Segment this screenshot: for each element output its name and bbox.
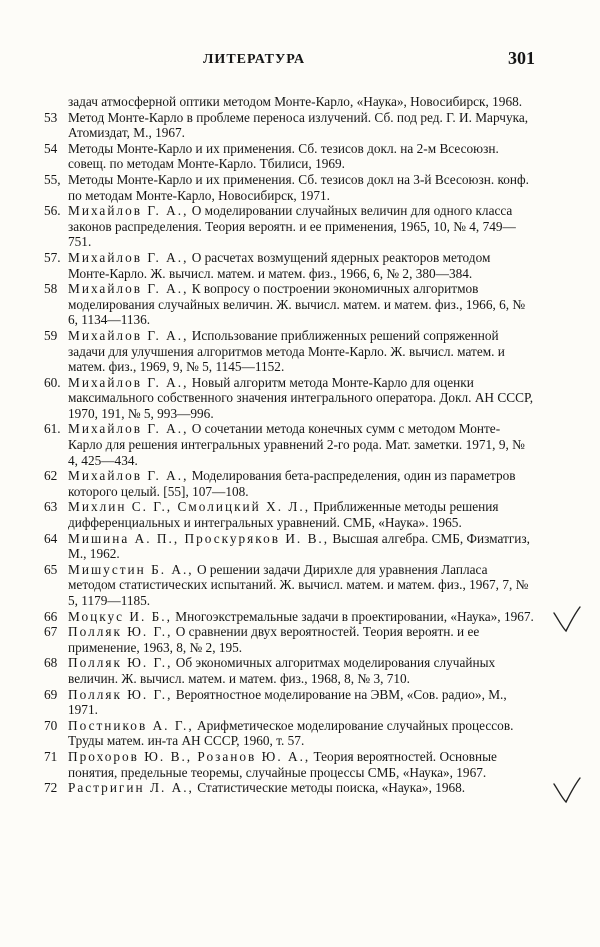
reference-text: Высшая алгебра. СМБ, Физматгиз, М., 1962. xyxy=(68,530,531,562)
reference-author: Полляк Ю. Г., xyxy=(68,686,173,702)
reference-text: Вероятностное моделирование на ЭВМ, «Сов. радио», М., 1971. xyxy=(68,686,507,718)
reference-number: 57. xyxy=(44,249,61,265)
reference-author: Михайлов Г. А., xyxy=(68,249,189,265)
reference-entry xyxy=(44,780,534,796)
reference-entry xyxy=(44,328,534,375)
reference-text: К вопросу о построении экономичных алгоритмов моделирования случайных величин. Ж. вычисл. матем. и матем. физ., 1966, 6, № 6, 1134—1136. xyxy=(68,281,526,328)
reference-text: Использование приближенных решений сопряженной задачи для улучшения алгоритмов метода Монте-Карло. Ж. вычисл. матем. и матем. физ., 1969, 9, № 5, 1145—1152. xyxy=(68,327,505,375)
reference-author: Михайлов Г. А., xyxy=(68,203,189,219)
reference-entry xyxy=(44,749,534,780)
reference-author: Михайлов Г. А., xyxy=(68,421,189,437)
reference-number: 54 xyxy=(44,140,58,156)
reference-text: Методы Монте-Карло и их применения. Сб. тезисов докл. на 2-м Всесоюзн. совещ. по методам Монте-Карло. Тбилиси, 1969. xyxy=(68,140,499,172)
reference-author: Мишина А. П., Проскуряков И. В., xyxy=(68,530,330,546)
reference-number: 72 xyxy=(44,780,58,796)
reference-text: О сравнении двух вероятностей. Теория вероятн. и ее применение, 1963, 8, № 2, 195. xyxy=(68,624,480,655)
reference-entry xyxy=(44,609,534,625)
reference-author: Постников А. Г., xyxy=(68,717,194,733)
handwritten-checkmark-icon xyxy=(550,605,584,635)
reference-text: Арифметическое моделирование случайных процессов. Труды матем. ин-та АН СССР, 1960, т. 57. xyxy=(68,717,514,749)
reference-author: Полляк Ю. Г., xyxy=(68,655,173,671)
reference-text: Методы Монте-Карло и их применения. Сб. тезисов докл на 3-й Всесоюзн. конф. по методам Монте-Карло, Новосибирск, 1971. xyxy=(68,171,529,203)
reference-author: Растригин Л. А., xyxy=(68,780,194,796)
reference-entry xyxy=(44,203,534,250)
reference-entry xyxy=(44,687,534,718)
page-header-title: ЛИТЕРАТУРА xyxy=(203,52,306,67)
reference-text: О моделировании случайных величин для одного класса законов распределения. Теория вероятн. и ее применения, 1965, 10, № 4, 749—751. xyxy=(68,203,516,250)
reference-entry xyxy=(44,281,534,328)
reference-number: 53 xyxy=(44,109,58,125)
reference-text: Метод Монте-Карло в проблеме переноса излучений. Сб. под ред. Г. И. Марчука, Атомиздат, М., 1967. xyxy=(68,109,529,141)
reference-entry xyxy=(44,172,534,203)
reference-entry xyxy=(44,624,534,655)
page-number: 301 xyxy=(508,48,535,68)
reference-number: 58 xyxy=(44,281,58,297)
reference-list xyxy=(44,94,534,796)
reference-entry xyxy=(44,110,534,141)
reference-text: Многоэкстремальные задачи в проектировании, «Наука», 1967. xyxy=(171,608,534,624)
reference-number: 59 xyxy=(44,327,58,343)
reference-author: Михайлов Г. А., xyxy=(68,281,189,297)
reference-number: 69 xyxy=(44,686,58,702)
reference-number: 71 xyxy=(44,748,58,764)
reference-entry xyxy=(44,468,534,499)
reference-entry xyxy=(44,562,534,609)
reference-number: 55, xyxy=(44,171,61,187)
reference-author: Михайлов Г. А., xyxy=(68,468,189,484)
reference-author: Михайлов Г. А., xyxy=(68,374,189,390)
reference-author: Мишустин Б. А., xyxy=(68,561,194,577)
reference-number: 67 xyxy=(44,624,58,640)
reference-text: Приближенные методы решения дифференциальных и интегральных уравнений. СМБ, «Наука». 1965. xyxy=(68,499,499,531)
reference-entry xyxy=(44,499,534,530)
reference-number: 65 xyxy=(44,561,58,577)
reference-text: Об экономичных алгоритмах моделирования случайных величин. Ж. вычисл. матем. и матем. физ., 1968, 8, № 3, 710. xyxy=(68,655,496,686)
reference-number: 68 xyxy=(44,655,58,671)
reference-entry xyxy=(44,531,534,562)
handwritten-checkmark-icon xyxy=(550,776,584,806)
reference-number: 70 xyxy=(44,717,58,733)
reference-entry xyxy=(44,250,534,281)
reference-text: задач атмосферной оптики методом Монте-Карло, «Наука», Новосибирск, 1968. xyxy=(68,94,523,109)
reference-continuation xyxy=(44,94,534,110)
reference-text: О решении задачи Дирихле для уравнения Лапласа методом статистических испытаний. Ж. вычисл. матем. и матем. физ., 1967, 7, № 5, 1179—1185. xyxy=(68,561,529,608)
reference-author: Прохоров Ю. В., Розанов Ю. А., xyxy=(68,748,311,764)
reference-text: О сочетании метода конечных сумм с методом Монте-Карло для решения интегральных уравнений 2-го рода. Мат. заметки. 1971, 9, № 4, 425—434. xyxy=(68,421,525,468)
reference-entry xyxy=(44,655,534,686)
reference-number: 62 xyxy=(44,468,58,484)
reference-number: 63 xyxy=(44,499,58,515)
reference-author: Моцкус И. Б., xyxy=(68,608,172,624)
reference-number: 56. xyxy=(44,203,61,219)
reference-entry xyxy=(44,718,534,749)
reference-text: О расчетах возмущений ядерных реакторов методом Монте-Карло. Ж. вычисл. матем. и матем. физ., 1966, 6, № 2, 380—384. xyxy=(68,249,491,281)
reference-number: 66 xyxy=(44,608,58,624)
reference-author: Михлин С. Г., Смолицкий Х. Л., xyxy=(68,499,311,515)
reference-text: Новый алгоритм метода Монте-Карло для оценки максимального собственного значения интегрального оператора. Докл. АН СССР, 1970, 191, № 5, 993—996. xyxy=(68,374,534,421)
reference-text: Теория вероятностей. Основные понятия, предельные теоремы, случайные процессы СМБ, «Наука», 1967. xyxy=(68,748,497,780)
reference-entry xyxy=(44,141,534,172)
reference-entry xyxy=(44,375,534,422)
reference-number: 60. xyxy=(44,374,61,390)
reference-author: Михайлов Г. А., xyxy=(68,327,189,343)
reference-text: Моделирования бета-распределения, один из параметров которого целый. [55], 107—108. xyxy=(68,468,516,499)
reference-entry xyxy=(44,421,534,468)
reference-number: 61. xyxy=(44,421,61,437)
reference-text: Статистические методы поиска, «Наука», 1968. xyxy=(193,780,466,796)
reference-author: Полляк Ю. Г., xyxy=(68,624,173,640)
reference-number: 64 xyxy=(44,530,58,546)
